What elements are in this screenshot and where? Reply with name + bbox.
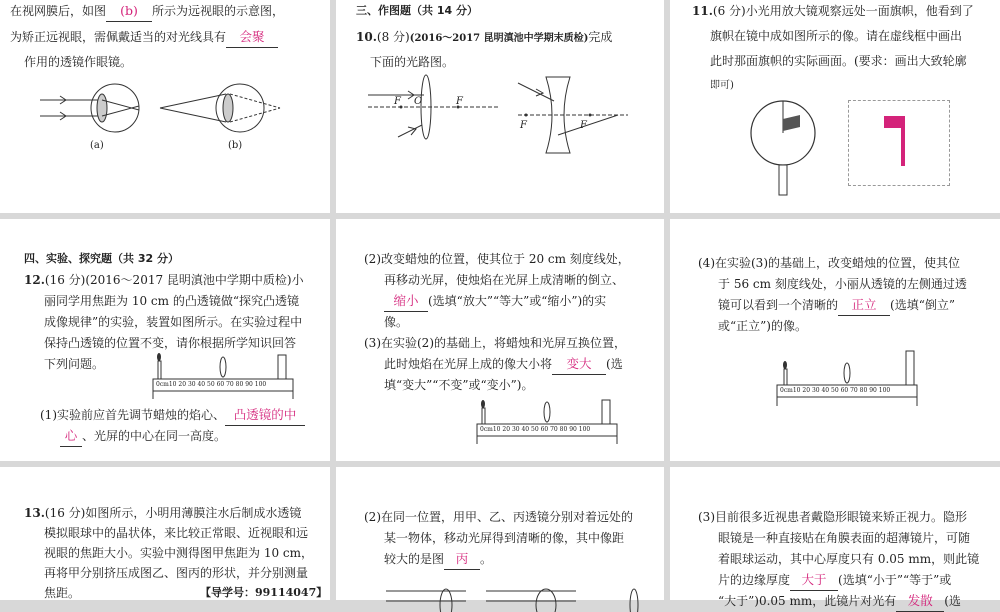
- text-line: (4)在实验(3)的基础上，改变蜡烛的位置，使其位: [698, 256, 960, 270]
- text: (选填“倒立”: [890, 298, 955, 312]
- text: 较大的是图: [384, 552, 445, 566]
- text-line: [384, 291, 606, 312]
- text: (16 分)如图所示，小明用薄膜注水后制成水透镜: [44, 506, 302, 520]
- convex-lens-diagram: [368, 75, 498, 155]
- question-line: [24, 270, 304, 290]
- text-line: 填“变大”“不变”或“变小”)。: [384, 378, 534, 392]
- text-line: 焦距。: [44, 586, 81, 600]
- text: 。: [480, 552, 493, 566]
- text-line: 下面的光路图。: [370, 55, 455, 69]
- optical-bench-diagram: [148, 349, 298, 399]
- text-line: [384, 354, 623, 375]
- text: (6 分)小光用放大镜观察远处一面旗帜，他看到了: [712, 4, 974, 18]
- answer-blank: 凸透镜的中: [225, 405, 305, 426]
- text-line: 丽同学用焦距为 10 cm 的凸透镜做“探究凸透镜: [44, 294, 299, 308]
- focus-label: F: [580, 120, 587, 131]
- text-line: 作用的透镜作眼镜。: [24, 55, 133, 69]
- question-number: 12.: [24, 273, 45, 287]
- panel-q13-part3: [670, 467, 1000, 608]
- text: (选: [606, 357, 623, 371]
- text-line: 旗帜在镜中成如图所示的像。请在虚线框中画出: [710, 29, 963, 43]
- source-text: (2016～2017 昆明滇池中学期末质检): [409, 33, 589, 44]
- text: 为矫正远视眼，需佩戴适当的对光线具有: [10, 30, 227, 44]
- text: (8 分): [376, 30, 410, 44]
- text-line: [40, 405, 305, 426]
- answer-blank: 大于: [790, 570, 838, 591]
- answer-blank: 心: [60, 426, 82, 447]
- panel-q12-cont: [336, 219, 664, 461]
- text: 、光屏的中心在同一高度。: [82, 429, 227, 443]
- text-line: [10, 27, 278, 48]
- text-line: [718, 591, 961, 612]
- text: (选填“小于”“等于”或: [838, 573, 952, 587]
- panel-q12: [0, 219, 330, 461]
- text-line: 某一物体，移动光屏得到清晰的像，其中像距: [384, 531, 625, 545]
- text-line: 再将甲分别挤压成图乙、图丙的形状，并分别测量: [44, 566, 309, 580]
- text-line: 再移动光屏，使烛焰在光屏上成清晰的倒立、: [384, 273, 625, 287]
- magnifier-image: [750, 95, 820, 195]
- text: (选: [944, 594, 961, 608]
- focus-label: F: [456, 96, 463, 107]
- question-line: [356, 27, 612, 49]
- question-line: [24, 503, 301, 523]
- eye-diagram-b: [160, 80, 290, 140]
- text-line: 即可): [710, 80, 734, 91]
- section-heading: 四、实验、探究题（共 32 分）: [24, 252, 179, 265]
- text: 所示为远视眼的示意图，: [152, 4, 285, 18]
- answer-blank: 变大: [552, 354, 606, 375]
- panel-q10: [336, 0, 664, 213]
- text-line: (2)改变蜡烛的位置，使其位于 20 cm 刻度线处，: [364, 252, 630, 266]
- figure-caption-a: (a): [90, 140, 104, 151]
- text-line: 模拟眼球中的晶状体，来比较正常眼、近视眼和远: [44, 526, 309, 540]
- text: 镜可以看到一个清晰的: [718, 298, 839, 312]
- ruler-label: 0cm10 20 30 40 50 60 70 80 90 100: [780, 387, 891, 394]
- panel-q13: [0, 467, 330, 600]
- text-line: 成像规律”的实验，装置如图所示。在实验过程中: [44, 315, 303, 329]
- text: 在视网膜后，如图: [10, 4, 107, 18]
- eye-diagram-a: [40, 80, 160, 140]
- text-line: (3)目前很多近视患者戴隐形眼镜来矫正视力。隐形: [698, 510, 967, 524]
- water-lens-diagrams: [386, 577, 656, 607]
- text: 此时烛焰在光屏上成的像大小将: [384, 357, 553, 371]
- text-line: [10, 1, 284, 22]
- text-line: 下列问题。: [44, 357, 105, 371]
- question-number: 13.: [24, 506, 45, 520]
- concave-lens-diagram: [518, 75, 628, 155]
- text-line: 或“正立”)的像。: [718, 319, 807, 333]
- optical-bench-diagram: [772, 351, 922, 406]
- answer-blank: 会聚: [226, 27, 278, 48]
- panel-q13-part2: [336, 467, 664, 600]
- text-line: 此时那面旗帜的实际画面。(要求：画出大致轮廓: [710, 54, 967, 68]
- answer-blank: (b): [106, 1, 152, 22]
- text: “大于”)0.05 mm，此镜片对光有: [718, 594, 897, 608]
- ruler-label: 0cm10 20 30 40 50 60 70 80 90 100: [480, 426, 591, 433]
- text-line: (3)在实验(2)的基础上，将蜡烛和光屏互换位置，: [364, 336, 626, 350]
- optical-bench-diagram: [472, 394, 622, 444]
- text-line: (2)在同一位置，用甲、乙、丙透镜分别对着远处的: [364, 510, 633, 524]
- figure-caption-b: (b): [228, 140, 243, 151]
- focus-label: F: [394, 96, 401, 107]
- text-line: 眼镜是一种直接贴在角膜表面的超薄镜片，可随: [718, 531, 971, 545]
- optical-center-label: O: [414, 96, 423, 107]
- text: 完成: [588, 30, 613, 44]
- answer-blank: 缩小: [384, 291, 428, 312]
- text-line: [60, 426, 226, 447]
- guide-number: 【导学号：99114047】: [200, 586, 328, 599]
- text: 片的边缘厚度: [718, 573, 791, 587]
- text: (1)实验前应首先调节蜡烛的焰心、: [40, 408, 225, 422]
- text-line: 视眼的焦距大小。实验中测得图甲焦距为 10 cm，: [44, 546, 313, 560]
- text-line: [718, 570, 951, 591]
- text-line: 像。: [384, 315, 409, 329]
- question-line: [692, 1, 974, 21]
- panel-q9-figure: [0, 0, 330, 213]
- text-line: 着眼球运动，其中心厚度只有 0.05 mm，则此镜: [718, 552, 980, 566]
- text-line: [384, 549, 492, 570]
- answer-blank: 正立: [838, 295, 890, 316]
- answer-blank: 丙: [444, 549, 480, 570]
- question-number: 10.: [356, 30, 377, 44]
- question-number: 11.: [692, 4, 713, 18]
- panel-q12-part4: [670, 219, 1000, 461]
- text-line: [718, 295, 955, 316]
- section-heading: 三、作图题（共 14 分）: [356, 4, 478, 17]
- answer-blank: 发散: [896, 591, 944, 612]
- text: (16 分)(2016～2017 昆明滇池中学期中质检)小: [44, 273, 304, 287]
- text-line: 保持凸透镜的位置不变，请你根据所学知识回答: [44, 336, 297, 350]
- flag-answer-drawing: [884, 116, 914, 166]
- focus-label: F: [520, 120, 527, 131]
- text-line: 于 56 cm 刻度线处，小丽从透镜的左侧通过透: [718, 277, 967, 291]
- ruler-label: 0cm10 20 30 40 50 60 70 80 90 100: [156, 381, 267, 388]
- panel-q11: [670, 0, 1000, 213]
- text: (选填“放大”“等大”或“缩小”)的实: [428, 294, 607, 308]
